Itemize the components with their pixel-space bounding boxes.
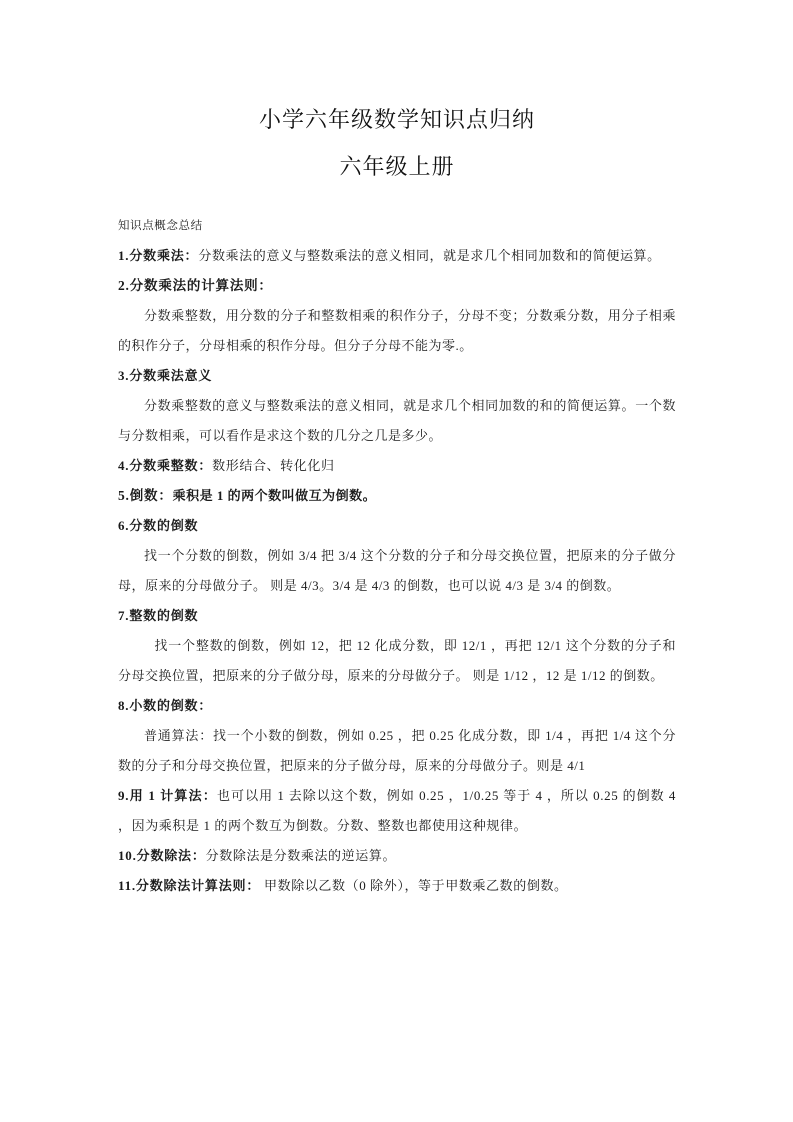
knowledge-point-section (118, 451, 676, 481)
section-body-paragraph: 找一个整数的倒数，例如 12，把 12 化成分数，即 12/1 ，再把 12/1 这个分数的分子和分母交换位置，把原来的分子做分母，原来的分母做分子。 则是 1/12 ，12 是 1/12 的倒数。 (118, 638, 676, 683)
knowledge-point-section (118, 871, 676, 901)
section-body-paragraph: 普通算法：找一个小数的倒数，例如 0.25 ，把 0.25 化成分数，即 1/4 ，再把 1/4 这个分数的分子和分母交换位置，把原来的分子做分母，原来的分母做分子。则是 4/1 (118, 728, 676, 773)
knowledge-point-section (118, 241, 676, 271)
knowledge-point-section (118, 601, 676, 691)
section-heading (118, 241, 676, 271)
page-title: 小学六年级数学知识点归纳 (258, 107, 535, 132)
knowledge-point-section (118, 481, 676, 511)
section-inline-text: 甲数除以乙数（0 除外），等于甲数乘乙数的倒数。 (260, 878, 568, 893)
section-label: 1.分数乘法： (118, 248, 199, 263)
section-heading (118, 481, 676, 511)
section-inline-text: 数形结合、转化化归 (212, 458, 335, 473)
section-body-paragraph: 分数乘整数，用分数的分子和整数相乘的积作分子，分母不变；分数乘分数，用分子相乘的积作分子，分母相乘的积作分母。但分子分母不能为零.。 (118, 308, 676, 353)
knowledge-point-section (118, 841, 676, 871)
section-label: 11.分数除法计算法则： (118, 878, 261, 893)
knowledge-point-section (118, 511, 676, 601)
document-content (118, 0, 676, 901)
knowledge-point-section (118, 271, 676, 361)
section-inline-text: 分数乘法的意义与整数乘法的意义相同，就是求几个相同加数和的简便运算。 (198, 248, 661, 263)
sections-list (118, 241, 676, 901)
section-body-paragraph: 分数乘整数的意义与整数乘法的意义相同，就是求几个相同加数的和的简便运算。一个数与分数相乘，可以看作是求这个数的几分之几是多少。 (118, 398, 676, 443)
section-heading (118, 871, 676, 901)
section-inline-text: 分数除法是分数乘法的逆运算。 (205, 848, 397, 863)
section-inline-text: 乘积是 1 的两个数叫做互为倒数。 (172, 488, 377, 503)
knowledge-point-section (118, 361, 676, 451)
section-label: 9.用 1 计算法： (118, 788, 218, 803)
section-heading (118, 271, 676, 301)
section-label: 6.分数的倒数 (118, 518, 199, 533)
section-heading (118, 361, 676, 391)
section-body-paragraph: 找一个分数的倒数，例如 3/4 把 3/4 这个分数的分子和分母交换位置，把原来的分子做分母，原来的分母做分子。 则是 4/3。3/4 是 4/3 的倒数，也可以说 4/3 是 3/4 的倒数。 (118, 548, 676, 593)
page-subtitle: 六年级上册 (339, 154, 455, 179)
section-heading (118, 451, 676, 481)
section-label: 2.分数乘法的计算法则： (118, 278, 273, 293)
knowledge-point-section (118, 781, 676, 841)
section-label: 4.分数乘整数： (118, 458, 213, 473)
section-heading (118, 511, 676, 541)
section-label: 3.分数乘法意义 (118, 368, 213, 383)
knowledge-point-section (118, 691, 676, 781)
section-label: 5.倒数： (118, 488, 173, 503)
section-heading (118, 841, 676, 871)
section-label: 8.小数的倒数： (118, 698, 213, 713)
section-label: 7.整数的倒数 (118, 608, 199, 623)
section-heading (118, 781, 676, 841)
intro-heading: 知识点概念总结 (118, 220, 203, 232)
section-heading (118, 601, 676, 631)
section-inline-text: 也可以用 1 去除以这个数，例如 0.25 ，1/0.25 等于 4 ，所以 0.25 的倒数 4 ，因为乘积是 1 的两个数互为倒数。分数、整数也都使用这种规律。 (118, 788, 676, 833)
section-heading (118, 691, 676, 721)
section-label: 10.分数除法： (118, 848, 206, 863)
